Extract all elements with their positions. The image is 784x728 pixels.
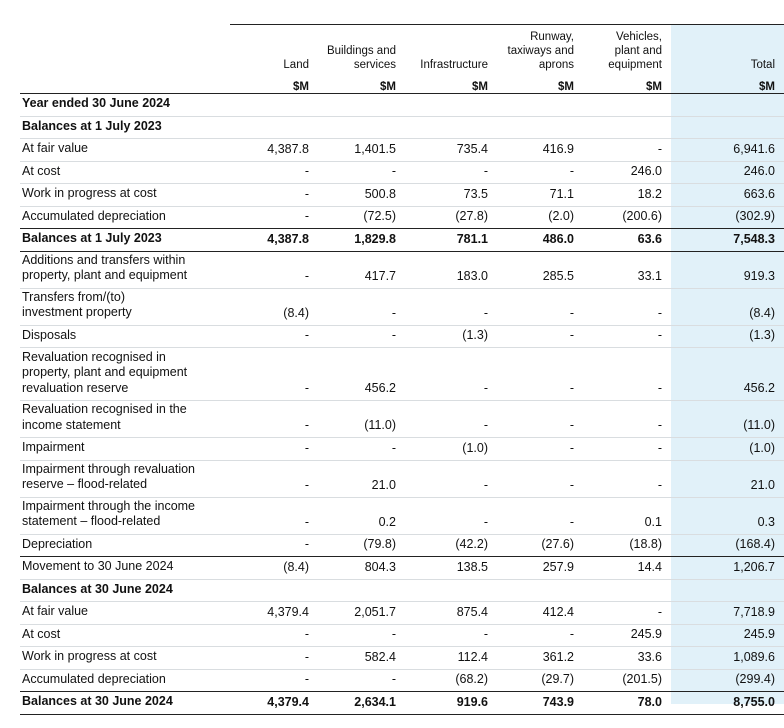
column-header-label: Vehicles, plant and equipment (608, 31, 662, 71)
table-row (20, 557, 784, 580)
value-cell: 1,829.8 (354, 231, 396, 246)
value-cell: - (304, 649, 309, 664)
column-header-label: Infrastructure (420, 59, 488, 71)
value-cell: 0.2 (378, 514, 396, 529)
total-cell: (8.4) (749, 305, 775, 320)
row-label: Additions and transfers within property, plant and equipment (22, 252, 188, 282)
value-cell: - (304, 209, 309, 223)
value-cell: (11.0) (364, 418, 396, 432)
value-cell: - (569, 305, 574, 320)
column-header-land (230, 24, 309, 94)
value-cell: 500.8 (364, 186, 396, 201)
value-cell: 804.3 (364, 559, 396, 574)
row-label: Impairment (22, 440, 85, 454)
column-header-unit: $M (472, 81, 488, 93)
value-cell: 735.4 (456, 141, 488, 156)
value-cell: 138.5 (456, 559, 488, 574)
value-cell: - (304, 418, 309, 432)
value-cell: - (657, 418, 662, 432)
row-label: Accumulated depreciation (22, 671, 166, 686)
value-cell: 63.6 (637, 231, 662, 246)
table-row (20, 438, 784, 461)
table-row (20, 184, 784, 207)
value-cell: 2,051.7 (354, 604, 396, 619)
column-header-buildings (318, 24, 396, 94)
column-header-runway (496, 24, 574, 94)
value-cell: - (483, 164, 488, 178)
column-header-label: Total (750, 59, 775, 71)
ppe-movement-table (20, 0, 784, 728)
value-cell: (2.0) (548, 209, 574, 223)
column-header-unit: $M (646, 81, 662, 93)
value-cell: - (391, 672, 396, 686)
total-cell: 246.0 (743, 164, 775, 178)
total-cell: (302.9) (735, 209, 775, 223)
row-label: At fair value (22, 604, 89, 618)
table-row (20, 139, 784, 162)
value-cell: 1,401.5 (354, 141, 396, 156)
value-cell: - (569, 418, 574, 432)
value-cell: (42.2) (455, 537, 488, 551)
column-header-infrastructure (406, 24, 488, 94)
value-cell: - (569, 164, 574, 178)
value-cell: 4,387.8 (267, 231, 309, 246)
table-row (20, 94, 784, 117)
value-cell: - (569, 381, 574, 395)
value-cell: 416.9 (542, 141, 574, 156)
total-cell: 21.0 (750, 477, 775, 492)
value-cell: 486.0 (542, 231, 574, 246)
value-cell: 257.9 (542, 559, 574, 574)
row-label: Transfers from/(to) investment property (22, 289, 132, 319)
table-row (20, 252, 784, 289)
value-cell: 4,379.4 (267, 604, 309, 619)
value-cell: - (304, 627, 309, 641)
value-cell: 412.4 (542, 604, 574, 619)
value-cell: - (657, 381, 662, 395)
value-cell: - (304, 514, 309, 529)
value-cell: - (304, 477, 309, 492)
row-label: Impairment through the income statement – flood-related (22, 498, 196, 528)
value-cell: - (391, 440, 396, 455)
value-cell: - (569, 440, 574, 455)
value-cell: 183.0 (456, 268, 488, 283)
value-cell: (1.3) (462, 328, 488, 342)
value-cell: 33.1 (637, 268, 662, 283)
value-cell: - (304, 537, 309, 551)
total-cell: (1.0) (749, 440, 775, 455)
value-cell: - (304, 164, 309, 178)
value-cell: 71.1 (549, 186, 574, 201)
column-header-unit: $M (380, 81, 396, 93)
value-cell: - (569, 627, 574, 641)
value-cell: - (483, 477, 488, 492)
table-row (20, 229, 784, 252)
value-cell: 2,634.1 (354, 694, 396, 709)
value-cell: (79.8) (363, 537, 396, 551)
column-header-vehicles (582, 24, 662, 94)
value-cell: - (483, 381, 488, 395)
row-label: Movement to 30 June 2024 (22, 559, 174, 573)
value-cell: - (391, 305, 396, 320)
value-cell: 361.2 (542, 649, 574, 664)
value-cell: 18.2 (637, 186, 662, 201)
value-cell: - (304, 672, 309, 686)
value-cell: - (569, 514, 574, 529)
value-cell: - (657, 440, 662, 455)
table-row (20, 207, 784, 230)
value-cell: - (483, 305, 488, 320)
value-cell: 781.1 (456, 231, 488, 246)
value-cell: - (304, 186, 309, 201)
value-cell: 743.9 (542, 694, 574, 709)
value-cell: (72.5) (363, 209, 396, 223)
value-cell: - (569, 477, 574, 492)
value-cell: - (657, 141, 662, 156)
value-cell: 245.9 (630, 627, 662, 641)
total-cell: (168.4) (735, 537, 775, 551)
table-row (20, 289, 784, 326)
column-header-unit: $M (558, 81, 574, 93)
value-cell: - (304, 440, 309, 455)
table-row (20, 580, 784, 603)
table-row (20, 461, 784, 498)
value-cell: 4,387.8 (267, 141, 309, 156)
total-cell: 1,206.7 (733, 559, 775, 574)
total-cell: 0.3 (757, 514, 775, 529)
column-header-unit: $M (293, 81, 309, 93)
total-cell: 7,718.9 (733, 604, 775, 619)
table-row (20, 162, 784, 185)
value-cell: 456.2 (364, 381, 396, 395)
value-cell: - (391, 627, 396, 641)
row-label: Depreciation (22, 536, 93, 551)
value-cell: (1.0) (462, 440, 488, 455)
value-cell: - (569, 328, 574, 342)
total-cell: (1.3) (749, 328, 775, 342)
total-cell: 7,548.3 (733, 231, 775, 246)
table-row (20, 647, 784, 670)
value-cell: - (304, 381, 309, 395)
table-row (20, 625, 784, 648)
row-label: Work in progress at cost (22, 649, 157, 663)
total-cell: 456.2 (743, 381, 775, 395)
table-header (20, 24, 784, 94)
table-row (20, 401, 784, 438)
value-cell: - (304, 268, 309, 283)
value-cell: 78.0 (637, 694, 662, 709)
value-cell: (201.5) (622, 672, 662, 686)
value-cell: 73.5 (463, 186, 488, 201)
table-row (20, 498, 784, 535)
column-header-unit: $M (759, 81, 775, 93)
value-cell: 919.6 (456, 694, 488, 709)
value-cell: 417.7 (364, 268, 396, 283)
value-cell: (27.6) (541, 537, 574, 551)
value-cell: (18.8) (629, 537, 662, 551)
value-cell: (27.8) (455, 209, 488, 223)
value-cell: (68.2) (455, 672, 488, 686)
total-cell: 919.3 (743, 268, 775, 283)
value-cell: - (483, 418, 488, 432)
total-cell: 663.6 (743, 186, 775, 201)
value-cell: (29.7) (541, 672, 574, 686)
row-label: Revaluation recognised in property, plant and equipment revaluation reserve (22, 349, 188, 395)
table-row (20, 535, 784, 558)
total-cell: 245.9 (743, 627, 775, 641)
row-label: Balances at 1 July 2023 (22, 118, 162, 133)
table-row (20, 692, 784, 715)
value-cell: - (304, 328, 309, 342)
value-cell: - (657, 604, 662, 619)
total-cell: (11.0) (743, 418, 775, 432)
row-label: Year ended 30 June 2024 (22, 96, 171, 110)
total-cell: 1,089.6 (733, 649, 775, 664)
row-label: Accumulated depreciation (22, 208, 166, 223)
row-label: At fair value (22, 141, 89, 155)
column-header-label: Buildings and services (326, 45, 396, 71)
row-label: Impairment through revaluation reserve – flood-related (22, 461, 196, 491)
row-label: Balances at 1 July 2023 (22, 231, 162, 245)
table-body (20, 94, 784, 715)
total-cell: 6,941.6 (733, 141, 775, 156)
total-cell: (299.4) (735, 672, 775, 686)
value-cell: 246.0 (630, 164, 662, 178)
value-cell: 112.4 (457, 649, 488, 664)
row-label: Work in progress at cost (22, 186, 157, 200)
row-label: At cost (22, 626, 61, 641)
table-row (20, 326, 784, 349)
value-cell: 285.5 (542, 268, 574, 283)
value-cell: (8.4) (283, 559, 309, 574)
column-header-label: Runway, taxiways and aprons (507, 31, 574, 71)
row-label: Balances at 30 June 2024 (22, 694, 173, 708)
value-cell: - (391, 164, 396, 178)
value-cell: 0.1 (644, 514, 662, 529)
column-header-total (671, 24, 775, 94)
row-label: Revaluation recognised in the income statement (22, 402, 187, 432)
value-cell: 14.4 (637, 559, 662, 574)
value-cell: - (657, 328, 662, 342)
value-cell: 582.4 (364, 649, 396, 664)
value-cell: 21.0 (371, 477, 396, 492)
table-row (20, 117, 784, 140)
row-label: Disposals (22, 327, 77, 342)
value-cell: 4,379.4 (267, 694, 309, 709)
value-cell: - (483, 514, 488, 529)
total-cell: 8,755.0 (733, 694, 775, 709)
value-cell: - (483, 627, 488, 641)
value-cell: - (657, 305, 662, 320)
row-label: At cost (22, 163, 61, 178)
value-cell: (8.4) (283, 305, 309, 320)
value-cell: 875.4 (456, 604, 488, 619)
row-label: Balances at 30 June 2024 (22, 581, 173, 596)
table-row (20, 670, 784, 693)
value-cell: - (391, 328, 396, 342)
column-header-label: Land (283, 59, 309, 71)
table-row (20, 348, 784, 401)
table-row (20, 602, 784, 625)
value-cell: 33.6 (637, 649, 662, 664)
value-cell: - (657, 477, 662, 492)
value-cell: (200.6) (622, 209, 662, 223)
